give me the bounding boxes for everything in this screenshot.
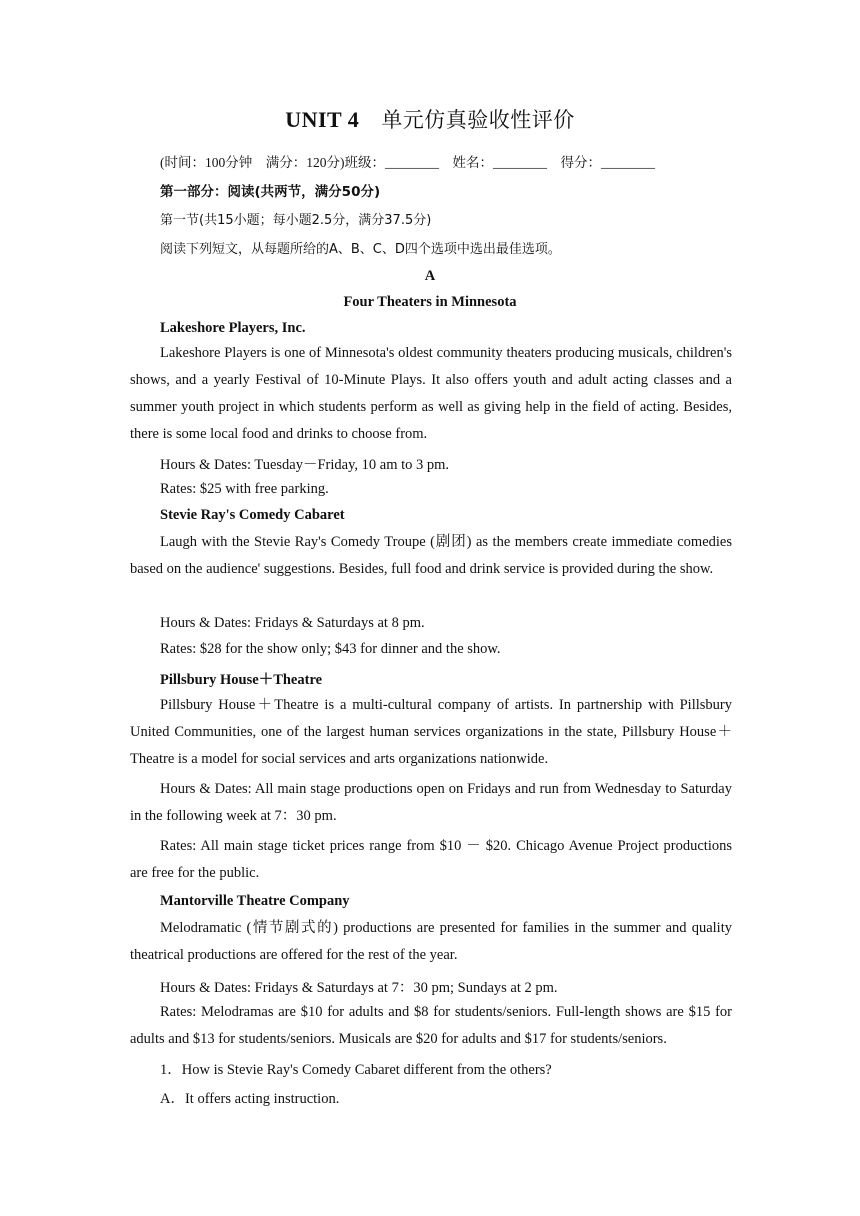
theater-rates: Rates: Melodramas are $10 for adults and $8 for students/seniors. Full-length shows are $15 for adults and $13 for students/seniors. Musicals are $20 for adults and $17 for students/seniors. (130, 1004, 732, 1047)
theater-name: Pillsbury House＋Theatre (160, 672, 323, 688)
theater-rates: Rates: All main stage ticket prices range from $10 － $20. Chicago Avenue Project productions are free for the public. (130, 838, 732, 881)
passage-title: Four Theaters in Minnesota (343, 294, 517, 310)
theater-hours: Hours & Dates: Fridays & Saturdays at 7：30 pm; Sundays at 2 pm. (160, 980, 558, 996)
question-option-a: A．It offers acting instruction. (160, 1091, 340, 1107)
passage-letter: A (424, 268, 436, 284)
theater-description: Laugh with the Stevie Ray's Comedy Troupe (剧团) as the members create immediate comedies based on the audience' suggestions. Besides, full food and drink service is provided during the show. (130, 534, 732, 577)
theater-rates: Rates: $25 with free parking. (160, 481, 329, 497)
theater-description: Lakeshore Players is one of Minnesota's oldest community theaters producing musicals, children's shows, and a yearly Festival of 10-Minute Plays. It also offers youth and adult acting classes and a summer youth project in which students perform as well as giving help in the field of acting. Besides, there is some local food and drinks to choose from. (130, 345, 732, 442)
theater-hours: Hours & Dates: All main stage productions open on Fridays and run from Wednesday to Saturday in the following week at 7：30 pm. (130, 781, 732, 824)
theater-name: Mantorville Theatre Company (160, 893, 350, 909)
theater-hours: Hours & Dates: Fridays & Saturdays at 8 pm. (160, 615, 425, 631)
page-title (0, 104, 860, 134)
title-unit: UNIT 4 (285, 107, 360, 132)
title-chinese: 单元仿真验收性评价 (381, 108, 575, 132)
section-heading: 第一节(共15小题；每小题2.5分，满分37.5分) (160, 213, 432, 228)
theater-name: Lakeshore Players, Inc. (160, 320, 306, 336)
theater-description: Pillsbury House＋Theatre is a multi-cultural company of artists. In partnership with Pillsbury United Communities, one of the largest human services organizations in the state, Pillsbury House＋Theatre is a model for social services and arts organizations nationwide. (130, 697, 732, 767)
question-stem: 1．How is Stevie Ray's Comedy Cabaret different from the others? (160, 1062, 552, 1078)
exam-meta-line: (时间：100分钟 满分：120分)班级：________ 姓名：________ 得分：________ (160, 155, 655, 170)
part-heading: 第一部分：阅读(共两节，满分50分) (160, 184, 381, 200)
theater-description: Melodramatic (情节剧式的) productions are presented for families in the summer and quality theatrical productions are offered for the rest of the year. (130, 920, 732, 963)
theater-rates: Rates: $28 for the show only; $43 for dinner and the show. (160, 641, 501, 657)
theater-name: Stevie Ray's Comedy Cabaret (160, 507, 345, 523)
instruction: 阅读下列短文，从每题所给的A、B、C、D四个选项中选出最佳选项。 (160, 242, 561, 257)
theater-hours: Hours & Dates: Tuesday－Friday, 10 am to 3 pm. (160, 457, 450, 473)
